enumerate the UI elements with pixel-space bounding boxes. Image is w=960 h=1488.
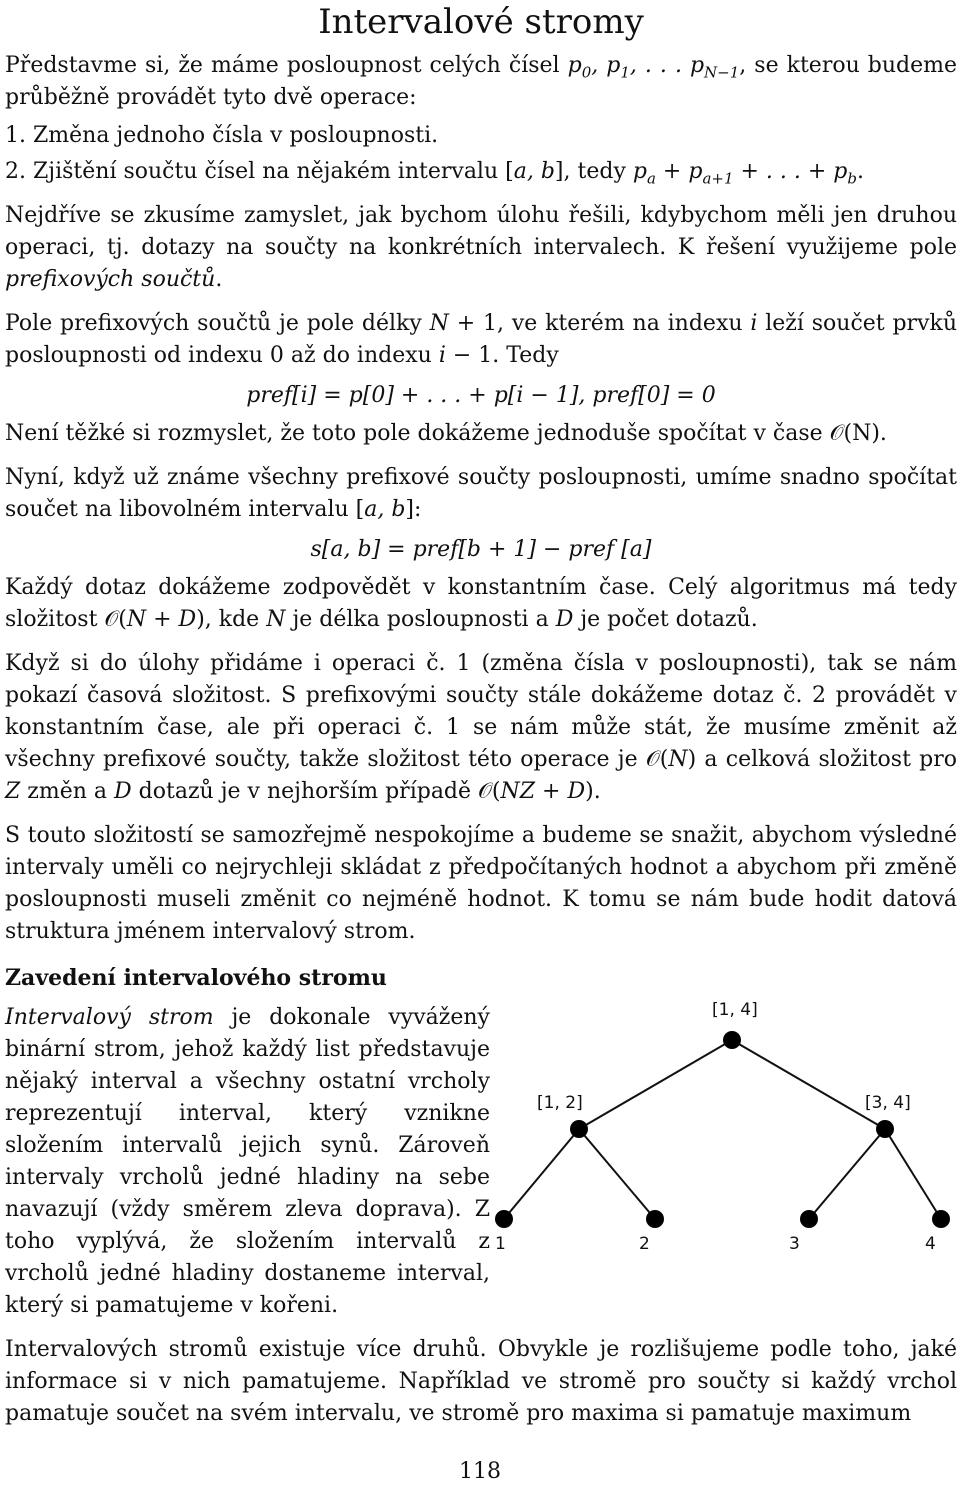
prefix-text-c: leží součet prvků posloupnosti od indexu 0 až do indexu <box>5 311 957 368</box>
sum-text-b: : <box>414 497 422 522</box>
tree-section <box>5 1002 957 1322</box>
math-sum: $p_a + p_{a+1}$ + . . . + $p_b$ <box>632 159 857 188</box>
intro-text-a: Představme si, že máme posloupnost celých čísel <box>5 53 568 78</box>
update-text-d: dotazů je v nejhorším případě <box>131 779 479 804</box>
section-title: Zavedení intervalového stromu <box>5 965 387 991</box>
edge-left-leaf2 <box>579 1129 655 1219</box>
page-content <box>5 0 957 1430</box>
list-item-2-text: 2. Zjištění součtu čísel na nějakém intervalu <box>5 159 506 184</box>
update-text-a: Když si do úlohy přidáme i operaci č. 1 (změna čísla v posloupnosti), tak se nám pokazí časová složitost. S prefixovými součty stále dokážeme dotaz č. 2 provádět v konstantním čase, ale při operaci č. 1 se nám může stát, že musíme změnit až všechny prefixové součty, takže složitost této operace je <box>5 651 957 772</box>
query-text-d: je počet dotazů. <box>573 607 758 632</box>
leaf-label-2: 2 <box>639 1234 650 1254</box>
goal-paragraph: S touto složitostí se samozřejmě nespokojíme a budeme se snažit, abychom výsledné intervaly uměli co nejrychleji skládat z předpočítaných hodnot a abychom při změně posloupnosti museli změnit co nejméně hodnot. K tomu se nám bude hodit datová struktura jménem intervalový strom. <box>5 823 957 944</box>
prefix-text-a: Pole prefixových součtů je pole délky <box>5 311 430 336</box>
definition-text: je dokonale vyvážený binární strom, jehož každý list představuje nějaký interval a všechny ostatní vrcholy reprezentují interval, který vznikne složením intervalů jejich synů. Zároveň intervaly vrcholů jedné hladiny na sebe navazují (vždy směrem zleva doprava). Z toho vyplývá, že složením intervalů z vrcholů jedné hladiny dostaneme interval, který si pamatujeme v kořeni. <box>5 1005 490 1318</box>
idea-paragraph <box>5 200 957 296</box>
update-text-c: změn a <box>20 779 115 804</box>
definition-paragraph <box>5 1002 490 1322</box>
query-text-a: Každý dotaz dokážeme zodpovědět v konstantním čase. Celý algoritmus má tedy složitost <box>5 575 957 632</box>
right-node-label: [3, 4] <box>865 1093 911 1113</box>
update-paragraph: Když si do úlohy přidáme i operaci č. 1 (změna čísla v posloupnosti), tak se nám pokazí časová složitost. S prefixovými součty stále dokážeme dotaz č. 2 provádět v konstantním čase, ale při operaci č. 1 se nám může stát, že musíme změnit až všechny prefixové součty, takže složitost této operace je 𝒪(N) a celková složitost pro Z změn a D dotazů je v nejhorším případě 𝒪(NZ + D). <box>5 651 957 804</box>
page-number: 118 <box>459 1459 501 1484</box>
tree-node-right <box>876 1120 894 1138</box>
leaf-label-1: 1 <box>495 1234 506 1254</box>
idea-text-a: Nejdříve se zkusíme zamyslet, jak bychom úlohu řešili, kdybychom měli jen druhou operaci, tj. dotazy na součty na konkrétních intervalech. K řešení využijeme pole <box>5 203 957 260</box>
intro-text-b: , se kterou budeme průběžně provádět tyto dvě operace: <box>5 53 958 110</box>
time-paragraph: Není těžké si rozmyslet, že toto pole dokážeme jednoduše spočítat v čase 𝒪(N). <box>5 421 887 446</box>
intro-paragraph <box>5 50 957 114</box>
query-paragraph: Každý dotaz dokážeme zodpovědět v konstantním čase. Celý algoritmus má tedy složitost 𝒪(N + D), kde N je délka posloupnosti a D je počet dotazů. <box>5 575 957 632</box>
query-text-b: , kde <box>204 607 267 632</box>
edge-left-leaf1 <box>504 1129 579 1219</box>
kinds-paragraph: Intervalových stromů existuje více druhů. Obvykle je rozlišujeme podle toho, jaké informace si v nich pamatujeme. Například ve stromě pro součty si každý vrchol pamatuje součet na svém intervalu, ve stromě pro maxima si pamatuje maximum <box>5 1337 957 1426</box>
tree-leaf-2 <box>646 1210 664 1228</box>
definition-emphasis: Intervalový strom <box>5 1005 214 1030</box>
tree-leaf-3 <box>800 1210 818 1228</box>
leaf-label-3: 3 <box>789 1234 800 1254</box>
root-label: [1, 4] <box>712 1000 758 1020</box>
left-node-label: [1, 2] <box>537 1093 583 1113</box>
list-item-1: 1. Změna jednoho čísla v posloupnosti. <box>5 123 439 148</box>
edge-right-leaf4 <box>885 1129 941 1219</box>
idea-text-b: . <box>215 267 223 292</box>
list-item-2-tail: , tedy <box>563 159 633 184</box>
interval-sum-formula: s[a, b] = pref[b + 1] − pref [a] <box>310 537 652 562</box>
page-title: Intervalové stromy <box>318 2 644 42</box>
sum-paragraph: Nyní, když už známe všechny prefixové součty posloupnosti, umíme snadno spočítat součet na libovolném intervalu [a, b]: <box>5 465 957 522</box>
edge-root-left <box>579 1040 732 1129</box>
update-text-b: a celková složitost pro <box>696 747 957 772</box>
prefix-formula: pref[i] = p[0] + . . . + p[i − 1], pref[0] = 0 <box>246 383 716 408</box>
tree-leaf-4 <box>932 1210 950 1228</box>
update-text-e: . <box>593 779 601 804</box>
tree-leaf-1 <box>495 1210 513 1228</box>
prefix-paragraph: Pole prefixových součtů je pole délky N + 1, ve kterém na indexu i leží součet prvků posloupnosti od indexu 0 až do indexu i − 1. Tedy <box>5 311 957 368</box>
query-text-c: je délka posloupnosti a <box>285 607 556 632</box>
list-item-2: 2. Zjištění součtu čísel na nějakém intervalu [a, b], tedy $p_a + p_{a+1}$ + . . . + $p_b$. <box>5 159 864 188</box>
interval-tree-diagram <box>487 994 957 1284</box>
edge-root-right <box>732 1040 885 1129</box>
operations-list <box>5 120 957 188</box>
edge-right-leaf3 <box>809 1129 885 1219</box>
prefix-text-d: . Tedy <box>492 343 559 368</box>
prefix-text-b: , ve kterém na indexu <box>497 311 751 336</box>
leaf-label-4: 4 <box>925 1234 936 1254</box>
tree-node-root <box>723 1031 741 1049</box>
idea-emphasis: prefixových součtů <box>5 267 216 292</box>
math-sequence: $p_0$, $p_1$, . . . $p_{N-1}$ <box>567 53 740 82</box>
tree-node-left <box>570 1120 588 1138</box>
sum-text-a: Nyní, když už známe všechny prefixové součty posloupnosti, umíme snadno spočítat součet na libovolném intervalu <box>5 465 957 522</box>
